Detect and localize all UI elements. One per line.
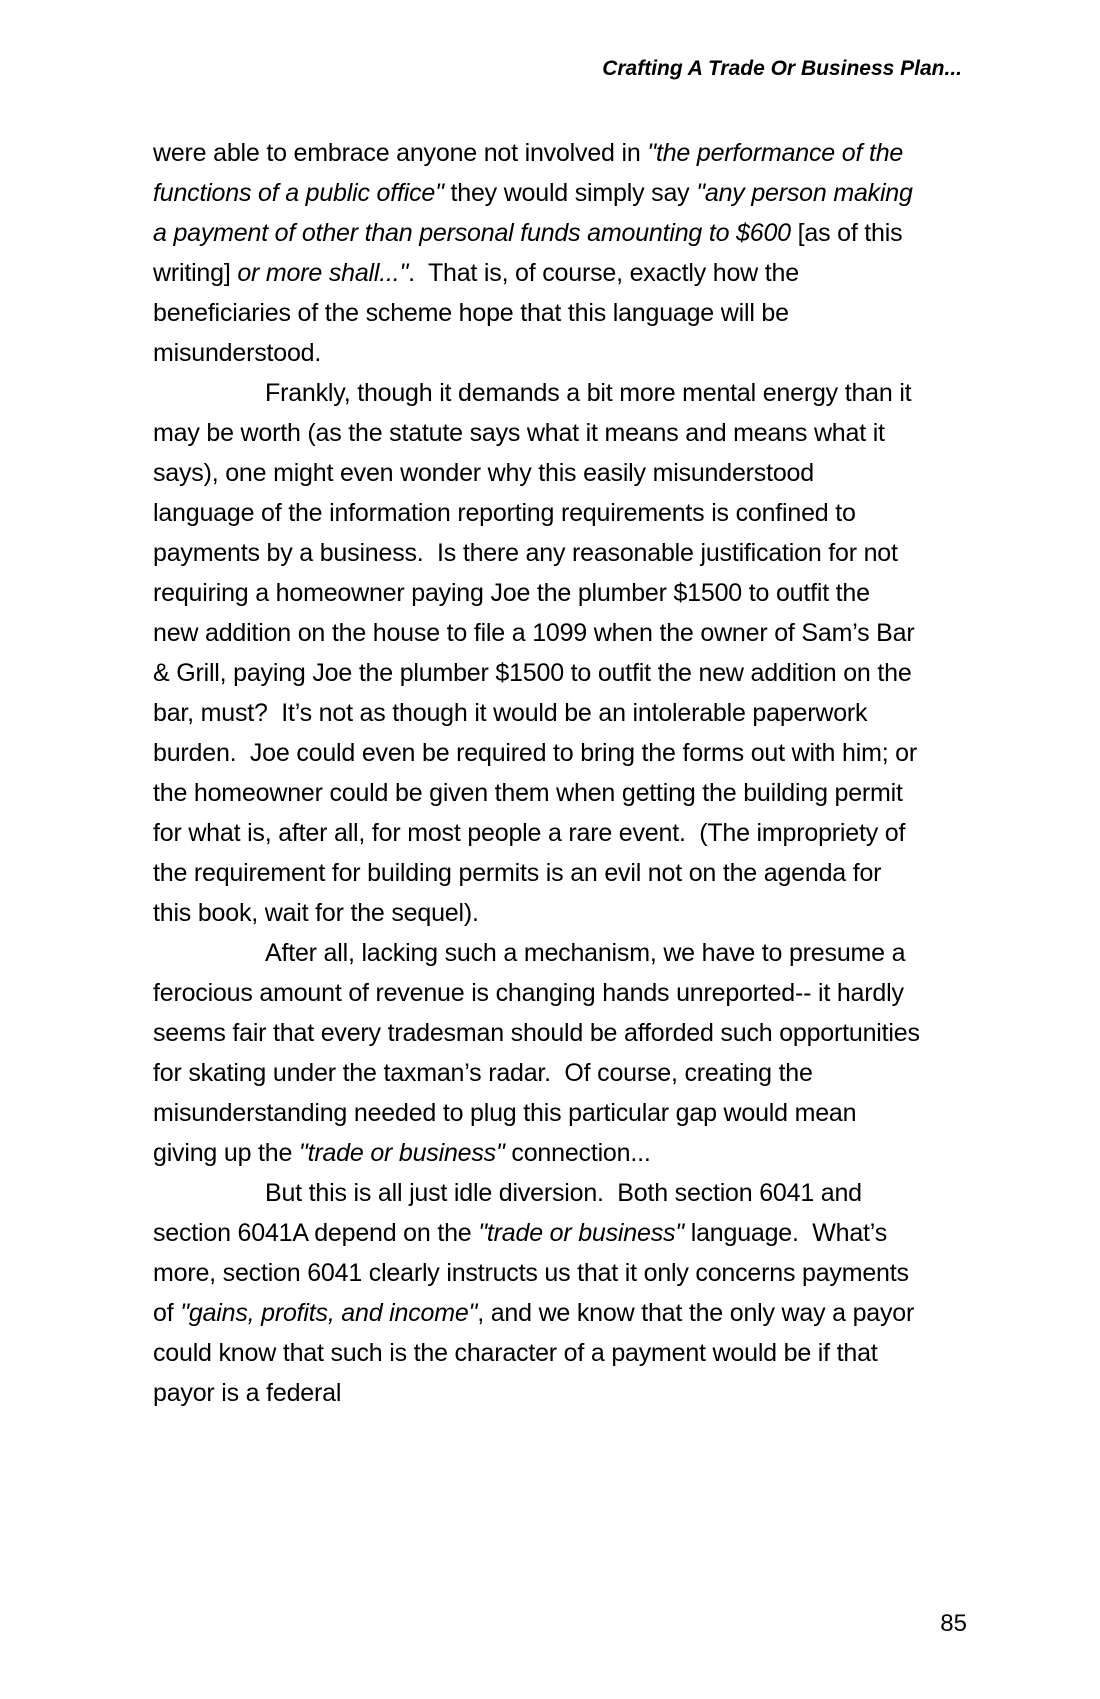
text-segment: [as of this writing]: [153, 219, 910, 287]
paragraph: [153, 1173, 921, 1413]
running-header-title: Crafting A Trade Or Business Plan...: [602, 57, 962, 80]
page-number: 85: [940, 1610, 967, 1637]
text-segment: they would simply say: [443, 179, 697, 207]
paragraph: [153, 133, 921, 373]
quoted-phrase: "gains, profits, and income": [180, 1299, 478, 1327]
paragraph: [153, 373, 924, 933]
text-segment: were able to embrace anyone not involved in: [153, 139, 648, 167]
paragraph: [153, 933, 927, 1173]
body-text: [153, 133, 927, 1413]
text-segment: Frankly, though it demands a bit more mental energy than it may be worth (as the statute says what it means and means what it says), one might even wonder why this easily misunderstood language of the information reporting requirements is confined to payments by a business. Is there any reasonable justification for not requiring a homeowner paying Joe the plumber $1500 to outfit the new addition on the house to file a 1099 when the owner of Sam’s Bar & Grill, paying Joe the plumber $1500 to outfit the new addition on the bar, must? It’s not as though it would be an intolerable paperwork burden. Joe could even be required to bring the forms out with him; or the homeowner could be given them when getting the building permit for what is, after all, for most people a rare event. (The impropriety of the requirement for building permits is an evil not on the agenda for this book, wait for the sequel).: [153, 379, 924, 927]
text-segment: , and we know that the only way a payor could know that such is the character of a payment would be if that payor is a federal: [153, 1299, 921, 1407]
text-segment: . That is, of course, exactly how the beneficiaries of the scheme hope that this language will be misunderstood.: [153, 259, 806, 367]
quoted-phrase: "the performance of the functions of a public office": [153, 139, 910, 207]
quoted-phrase: or more shall...": [237, 259, 409, 287]
text-segment: But this is all just idle diversion. Both section 6041 and section 6041A depend on the: [153, 1179, 869, 1247]
text-segment: language. What’s more, section 6041 clearly instructs us that it only concerns payments of: [153, 1219, 916, 1327]
quoted-phrase: "trade or business": [298, 1139, 505, 1167]
text-segment: After all, lacking such a mechanism, we have to presume a ferocious amount of revenue is changing hands unreported-- it hardly seems fair that every tradesman should be afforded such opportunities for skating under the taxman’s radar. Of course, creating the misunderstanding needed to plug this particular gap would mean giving up the: [153, 939, 927, 1167]
quoted-phrase: "trade or business": [478, 1219, 684, 1247]
text-segment: connection...: [504, 1139, 651, 1167]
quoted-phrase: "any person making a payment of other than personal funds amounting to $600: [153, 179, 920, 247]
